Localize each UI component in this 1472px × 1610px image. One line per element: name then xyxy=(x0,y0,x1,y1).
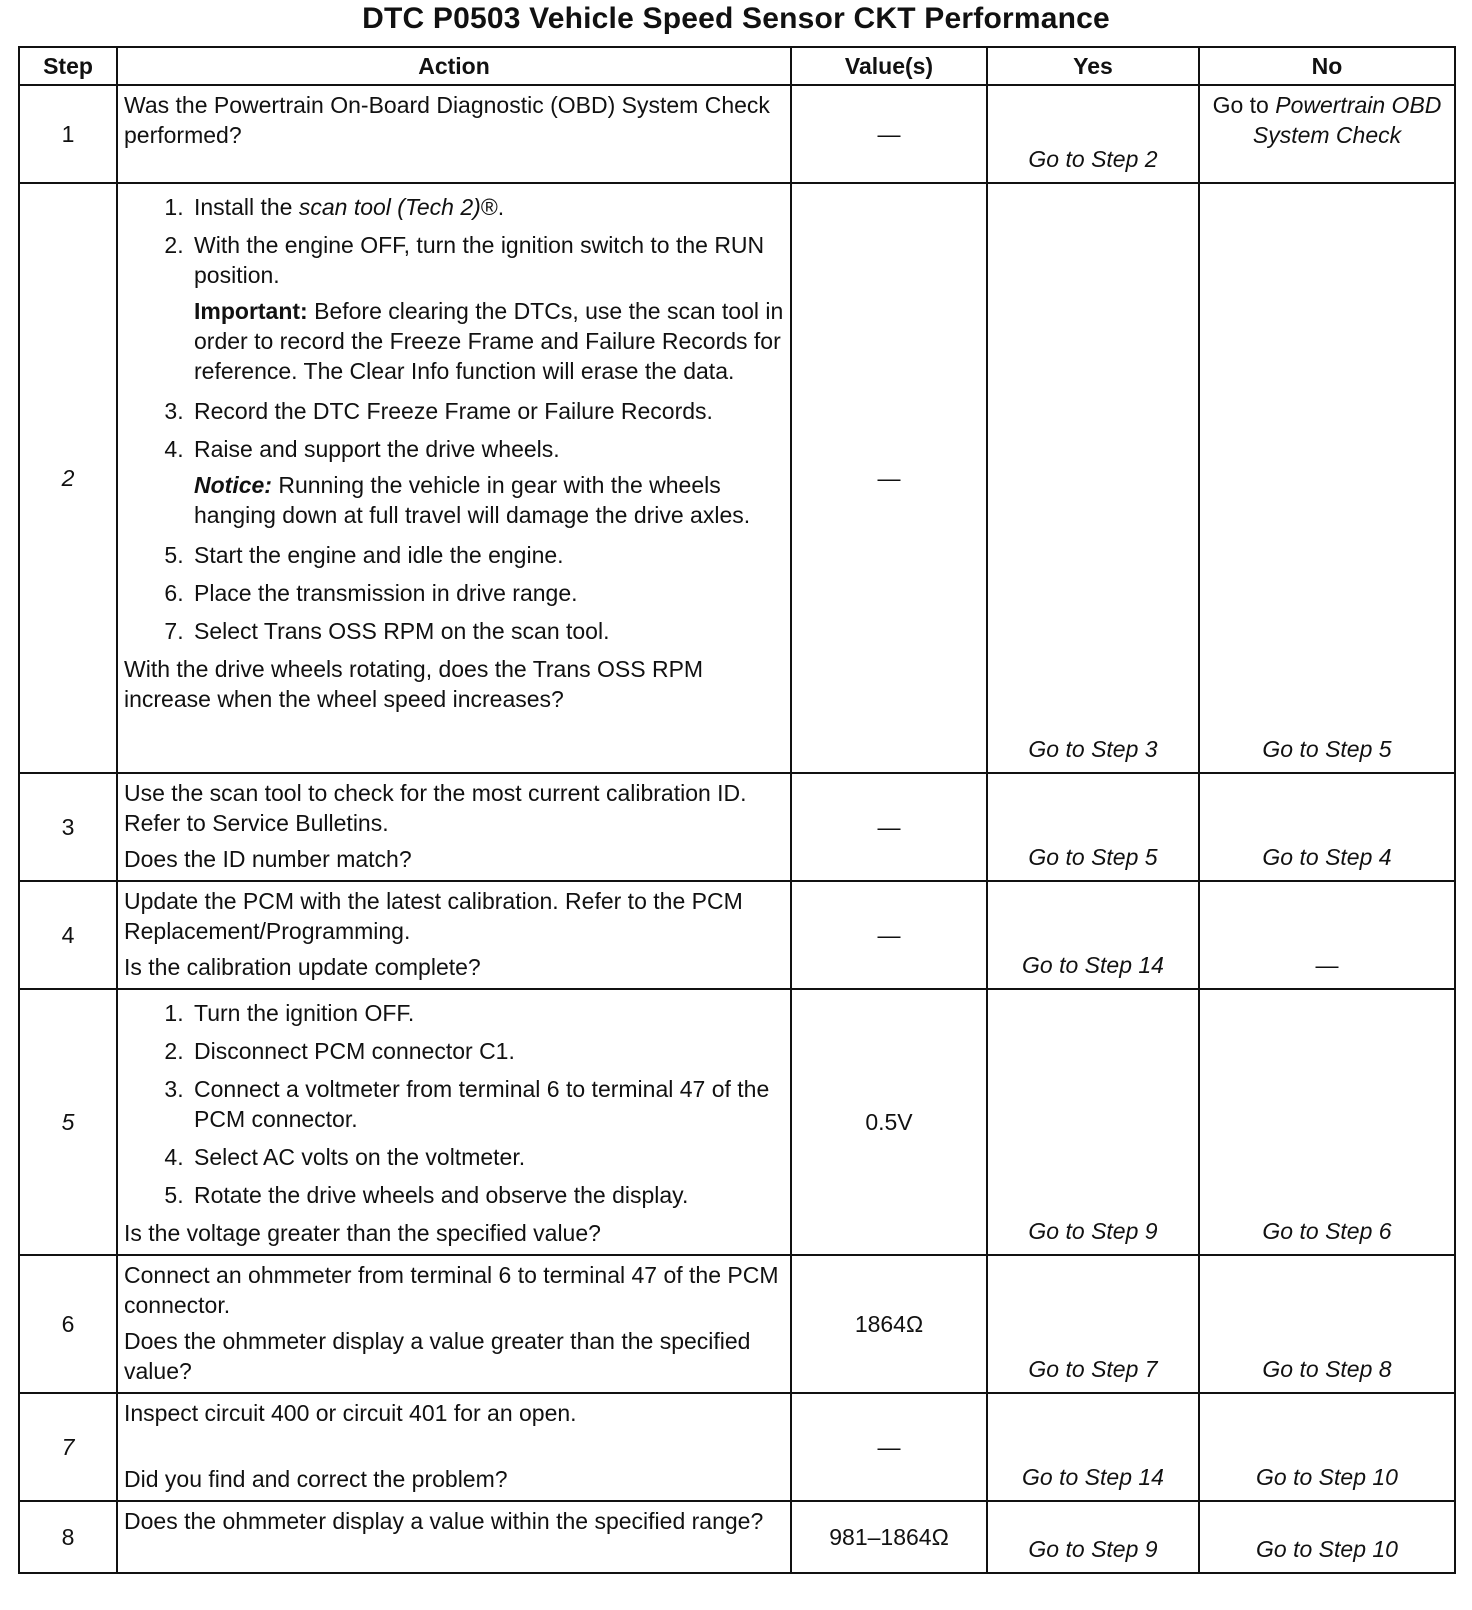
value-cell: — xyxy=(791,183,987,773)
value-cell: — xyxy=(791,881,987,989)
action-text: Connect an ohmmeter from terminal 6 to terminal 47 of the PCM connector. xyxy=(124,1262,779,1318)
value-cell: — xyxy=(791,85,987,183)
item-text: Install the xyxy=(194,194,293,220)
no-cell: — xyxy=(1199,881,1455,989)
yes-cell: Go to Step 9 xyxy=(987,989,1199,1255)
yes-cell: Go to Step 2 xyxy=(987,85,1199,183)
value-cell: — xyxy=(791,1393,987,1501)
diagnostic-table xyxy=(18,46,1456,1574)
action-question: Does the ohmmeter display a value within the specified range? xyxy=(124,1508,764,1534)
procedure-list xyxy=(124,192,784,646)
action-question: Is the calibration update complete? xyxy=(124,954,481,980)
table-row-step-1 xyxy=(19,85,1455,183)
notice-text: Running the vehicle in gear with the wheels hanging down at full travel will damage the drive axles. xyxy=(194,472,751,528)
item-tool-name: scan tool (Tech 2) xyxy=(298,194,481,220)
action-question: Does the ohmmeter display a value greater than the specified value? xyxy=(124,1328,751,1384)
no-cell: Go to Step 10 xyxy=(1199,1501,1455,1573)
no-cell: Go to Step 4 xyxy=(1199,773,1455,881)
list-item xyxy=(190,998,784,1028)
value-cell: 1864Ω xyxy=(791,1255,987,1393)
no-cell: Go to Step 10 xyxy=(1199,1393,1455,1501)
item-text-suffix: ®. xyxy=(480,194,505,220)
step-number: 1 xyxy=(19,85,117,183)
item-text: Rotate the drive wheels and observe the display. xyxy=(194,1182,689,1208)
action-text: Inspect circuit 400 or circuit 401 for an open. xyxy=(124,1400,577,1426)
value-cell: — xyxy=(791,773,987,881)
action-text: Was the Powertrain On-Board Diagnostic (OBD) System Check performed? xyxy=(124,92,770,148)
step-number: 5 xyxy=(19,989,117,1255)
header-action: Action xyxy=(117,47,791,85)
item-text: Select AC volts on the voltmeter. xyxy=(194,1144,526,1170)
step-number: 8 xyxy=(19,1501,117,1573)
step-number: 2 xyxy=(19,183,117,773)
yes-cell: Go to Step 5 xyxy=(987,773,1199,881)
header-row xyxy=(19,47,1455,85)
table-row-step-6 xyxy=(19,1255,1455,1393)
action-text: Update the PCM with the latest calibration. Refer to the PCM Replacement/Programming. xyxy=(124,888,743,944)
action-cell xyxy=(117,1501,791,1573)
item-text: Connect a voltmeter from terminal 6 to terminal 47 of the PCM connector. xyxy=(194,1076,770,1132)
list-item xyxy=(190,1180,784,1210)
item-text: Disconnect PCM connector C1. xyxy=(194,1038,515,1064)
item-text: Turn the ignition OFF. xyxy=(194,1000,415,1026)
header-no: No xyxy=(1199,47,1455,85)
document-title: DTC P0503 Vehicle Speed Sensor CKT Performance xyxy=(362,2,1110,35)
action-question: With the drive wheels rotating, does the Trans OSS RPM increase when the wheel speed increases? xyxy=(124,656,704,712)
value-cell: 981–1864Ω xyxy=(791,1501,987,1573)
list-item xyxy=(190,1036,784,1066)
table-row-step-7 xyxy=(19,1393,1455,1501)
step-number: 4 xyxy=(19,881,117,989)
item-text: Raise and support the drive wheels. xyxy=(194,436,560,462)
table-row-step-2 xyxy=(19,183,1455,773)
action-cell xyxy=(117,773,791,881)
no-cell: Go to Step 8 xyxy=(1199,1255,1455,1393)
yes-cell: Go to Step 14 xyxy=(987,1393,1199,1501)
list-item xyxy=(190,578,784,608)
yes-cell: Go to Step 7 xyxy=(987,1255,1199,1393)
table-row-step-5 xyxy=(19,989,1455,1255)
list-item xyxy=(190,192,784,222)
header-values: Value(s) xyxy=(791,47,987,85)
yes-cell: Go to Step 14 xyxy=(987,881,1199,989)
no-cell: Go to Step 6 xyxy=(1199,989,1455,1255)
step-number: 3 xyxy=(19,773,117,881)
item-text: Start the engine and idle the engine. xyxy=(194,542,564,568)
action-cell xyxy=(117,1393,791,1501)
important-label: Important: xyxy=(194,298,308,324)
action-question: Does the ID number match? xyxy=(124,846,412,872)
no-cell xyxy=(1199,85,1455,183)
item-text: Place the transmission in drive range. xyxy=(194,580,578,606)
list-item xyxy=(190,434,784,530)
header-step: Step xyxy=(19,47,117,85)
list-item xyxy=(190,540,784,570)
table-row-step-3 xyxy=(19,773,1455,881)
notice-note xyxy=(194,470,784,530)
list-item xyxy=(190,616,784,646)
step-number: 7 xyxy=(19,1393,117,1501)
important-text: Before clearing the DTCs, use the scan tool in order to record the Freeze Frame and Failure Records for reference. The Clear Info function will erase the data. xyxy=(194,298,784,384)
action-question: Is the voltage greater than the specified value? xyxy=(124,1220,601,1246)
list-item xyxy=(190,1074,784,1134)
list-item xyxy=(190,1142,784,1172)
action-cell xyxy=(117,881,791,989)
no-cell: Go to Step 5 xyxy=(1199,183,1455,773)
table-row-step-4 xyxy=(19,881,1455,989)
action-cell xyxy=(117,85,791,183)
no-prefix: Go to xyxy=(1212,92,1269,118)
item-text: Record the DTC Freeze Frame or Failure Records. xyxy=(194,398,713,424)
action-text: Use the scan tool to check for the most current calibration ID. Refer to Service Bulletins. xyxy=(124,780,747,836)
header-yes: Yes xyxy=(987,47,1199,85)
yes-cell: Go to Step 3 xyxy=(987,183,1199,773)
list-item xyxy=(190,396,784,426)
notice-label: Notice: xyxy=(194,472,272,498)
list-item xyxy=(190,230,784,386)
no-link-text: Powertrain OBD System Check xyxy=(1252,92,1442,148)
yes-cell: Go to Step 9 xyxy=(987,1501,1199,1573)
table-row-step-8 xyxy=(19,1501,1455,1573)
procedure-list xyxy=(124,998,784,1210)
action-cell xyxy=(117,989,791,1255)
important-note xyxy=(194,296,784,386)
action-cell xyxy=(117,1255,791,1393)
action-cell xyxy=(117,183,791,773)
item-text: With the engine OFF, turn the ignition switch to the RUN position. xyxy=(194,232,765,288)
value-cell: 0.5V xyxy=(791,989,987,1255)
step-number: 6 xyxy=(19,1255,117,1393)
item-text: Select Trans OSS RPM on the scan tool. xyxy=(194,618,610,644)
action-question: Did you find and correct the problem? xyxy=(124,1466,508,1492)
